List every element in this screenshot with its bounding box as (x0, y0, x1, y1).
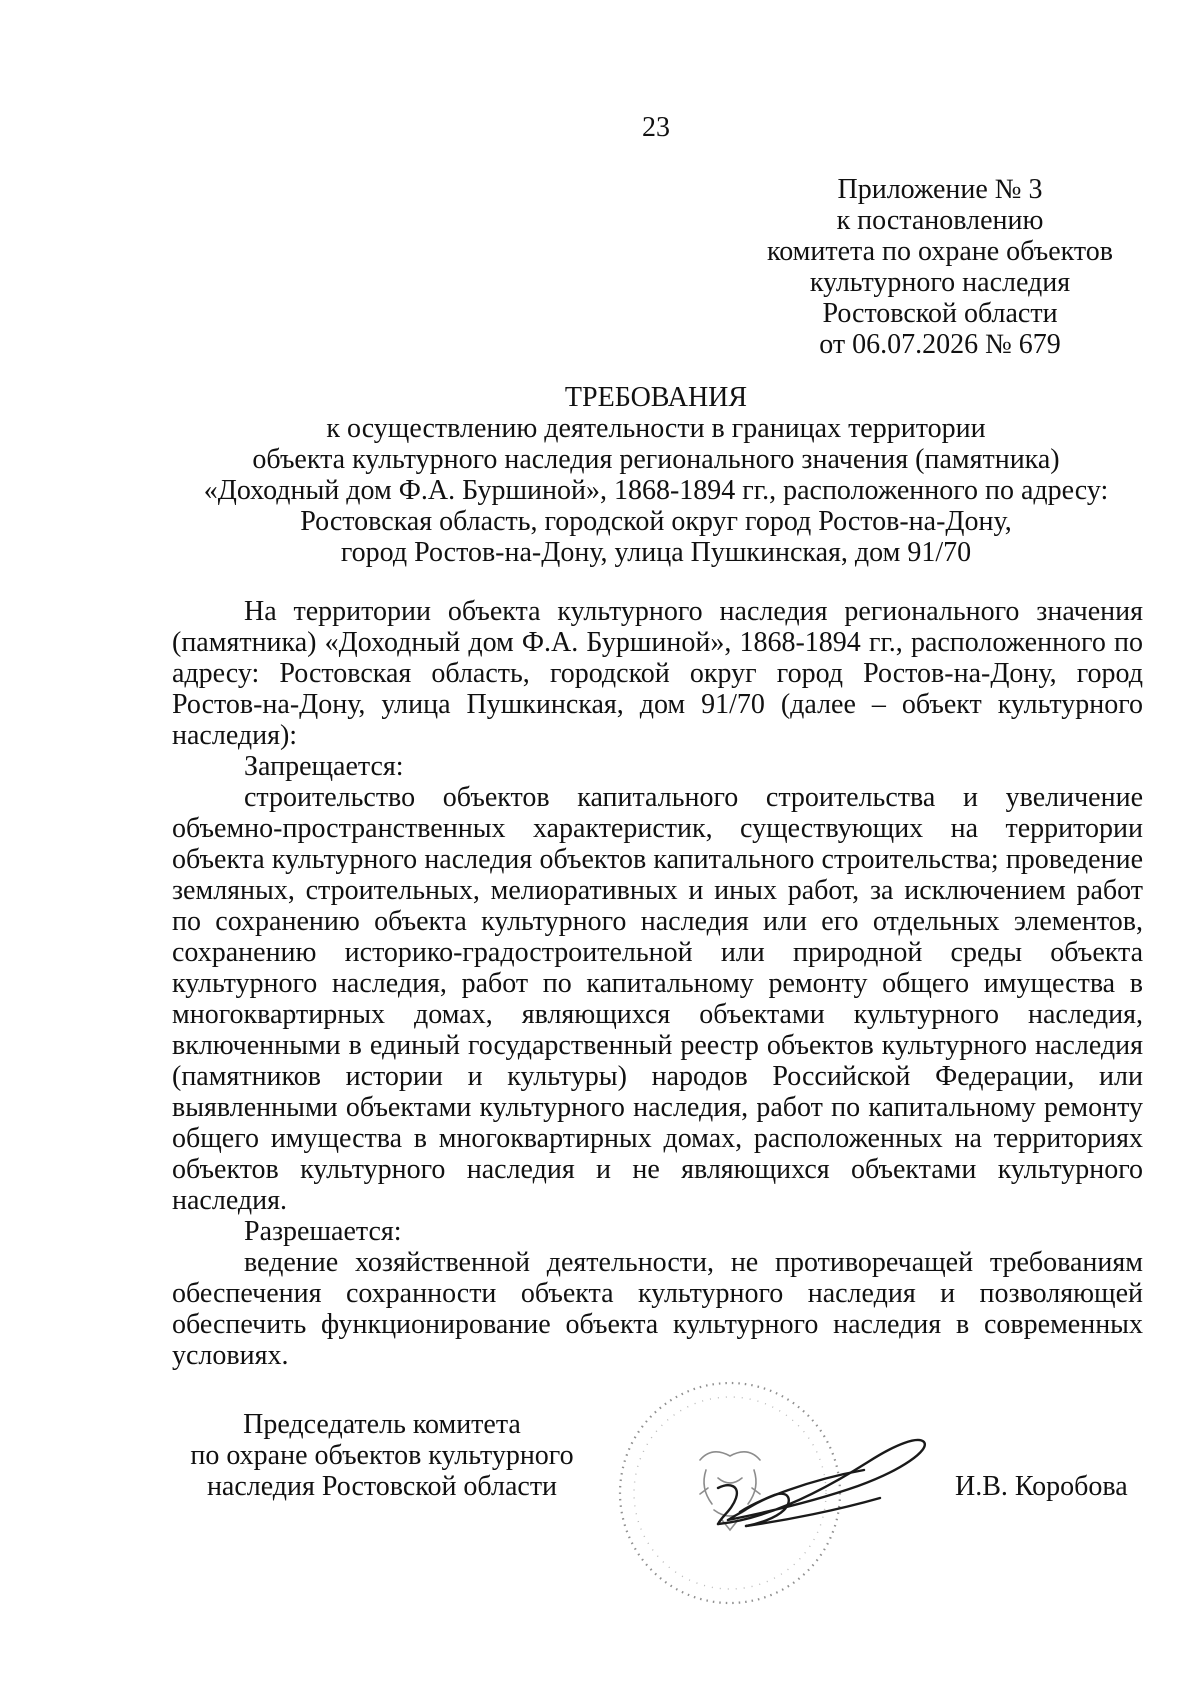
title-line: к осуществлению деятельности в границах территории (326, 413, 986, 444)
appendix-line: комитета по охране объектов (767, 236, 1113, 267)
appendix-line: Ростовской области (822, 298, 1058, 329)
intro-paragraph: На территории объекта культурного наследия регионального значения (памятника) «Доходный дом Ф.А. Буршиной», 1868-1894 гг., расположенного по адресу: Ростовская область, городской округ город Ростов-на-Дону, город Ростов-на-Дону, улица Пушкинская, дом 91/70 (далее – объект культурного наследия): (172, 596, 1143, 751)
title-heading: ТРЕБОВАНИЯ (564, 382, 748, 413)
title-line: город Ростов-на-Дону, улица Пушкинская, дом 91/70 (340, 537, 972, 568)
prohibited-label: Запрещается: (244, 751, 404, 782)
appendix-header (760, 174, 1120, 360)
title-line: «Доходный дом Ф.А. Буршиной», 1868-1894 гг., расположенного по адресу: (203, 475, 1109, 506)
official-seal-icon (618, 1370, 950, 1620)
signatory-position (162, 1409, 602, 1502)
appendix-line: от 06.07.2026 № 679 (819, 329, 1061, 360)
document-title (130, 382, 1182, 568)
page-number: 23 (642, 112, 670, 143)
appendix-line: культурного наследия (809, 267, 1071, 298)
title-line: Ростовская область, городской округ город Ростов-на-Дону, (300, 506, 1012, 537)
appendix-line: к постановлению (836, 205, 1044, 236)
document-body (172, 596, 1143, 1371)
signatory-line: наследия Ростовской области (206, 1471, 558, 1502)
title-line: объекта культурного наследия регионального значения (памятника) (252, 444, 1060, 475)
signatory-line: по охране объектов культурного (190, 1440, 574, 1471)
signatory-line: Председатель комитета (243, 1409, 521, 1440)
permitted-label: Разрешается: (244, 1216, 402, 1247)
prohibited-paragraph: строительство объектов капитального строительства и увеличение объемно-пространственных характеристик, существующих на территории объекта культурного наследия объектов капитального строительства; проведение земляных, строительных, мелиоративных и иных работ, за исключением работ по сохранению объекта культурного наследия или его отдельных элементов, сохранению историко-градостроительной или природной среды объекта культурного наследия, работ по капитальному ремонту общего имущества в многоквартирных домах, являющихся объектами культурного наследия, включенными в единый государственный реестр объектов культурного наследия (памятников истории и культуры) народов Российской Федерации, или выявленными объектами культурного наследия, работ по капитальному ремонту общего имущества в многоквартирных домах, расположенных на территориях объектов культурного наследия и не являющихся объектами культурного наследия. (172, 782, 1143, 1216)
signer-name: И.В. Коробова (955, 1471, 1128, 1502)
permitted-paragraph: ведение хозяйственной деятельности, не противоречащей требованиям обеспечения сохранности объекта культурного наследия и позволяющей обеспечить функционирование объекта культурного наследия в современных условиях. (172, 1247, 1143, 1371)
appendix-line: Приложение № 3 (837, 174, 1043, 205)
